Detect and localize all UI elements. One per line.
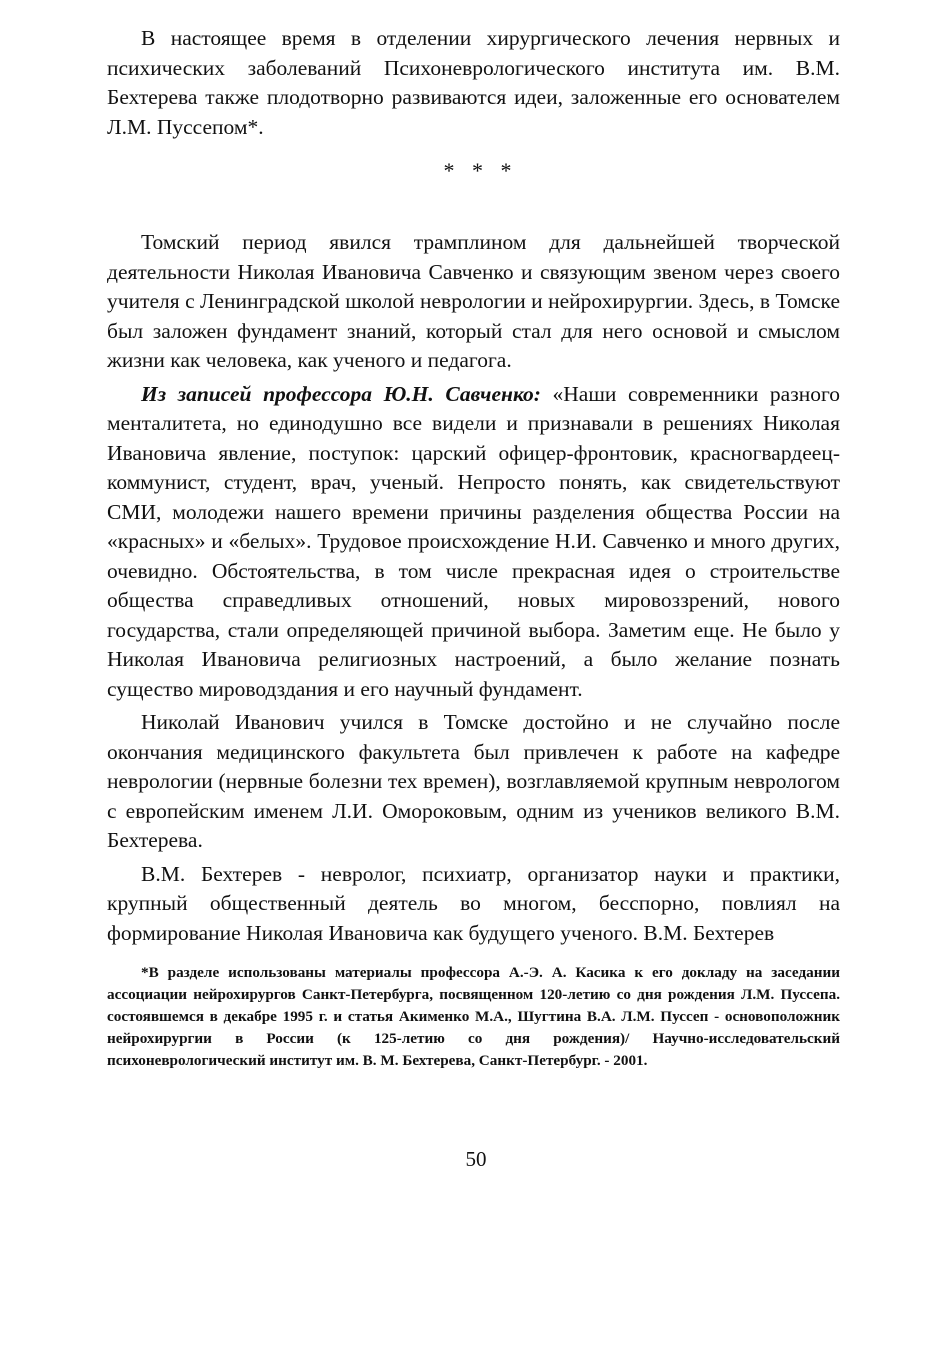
footnote: *В разделе использованы материалы профессора А.-Э. А. Касика к его докладу на заседании ассоциации нейрохирургов Санкт-Петербурга, посвященном 120-летию со дня рождения Л.М. Пуссепа. состоявшемся в декабре 1995 г. и статья Акименко М.А., Шугтина В.А. Л.М. Пуссеп - основоположник нейрохирургии в России (к 125-летию со дня рождения)/ Научно-исследовательский психоневрологический институт им. В. М. Бехтерева, Санкт-Петербург. - 2001. <box>107 964 840 1069</box>
page-body <box>107 24 840 1087</box>
intro-paragraph: В настоящее время в отделении хирургического лечения нервных и психических заболеваний Психоневрологического института им. В.М. Бехтерева также плодотворно развиваются идеи, заложенные его основателем Л.М. Пуссепом*. <box>107 26 840 139</box>
study-paragraph: Николай Иванович учился в Томске достойно и не случайно после окончания медицинского факультета был привлечен к работе на кафедре неврологии (нервные болезни тех времен), возглавляемой крупным неврологом с европейским именем Л.И. Омороковым, одним из учеников великого В.М. Бехтерева. <box>107 710 840 852</box>
section-separator: * * * <box>443 158 518 183</box>
tomsk-paragraph: Томский период явился трамплином для дальнейшей творческой деятельности Николая Ивановича Савченко и связующим звеном через своего учителя с Ленинградской школой неврологии и нейрохирургии. Здесь, в Томске был заложен фундамент знаний, который стал для него основой и смыслом жизни как человека, как ученого и педагога. <box>107 230 840 372</box>
quote-lead: Из записей профессора Ю.Н. Савченко: <box>141 381 541 406</box>
page-number: 50 <box>465 1147 487 1171</box>
bekhterev-paragraph: В.М. Бехтерев - невролог, психиатр, организатор науки и практики, крупный общественный деятель во многом, бесспорно, повлиял на формирование Николая Ивановича как будущего ученого. В.М. Бехтерев <box>107 861 840 945</box>
quote-paragraph <box>107 380 840 705</box>
separator-spacing <box>107 188 840 228</box>
quote-body: «Наши современники разного менталитета, но единодушно все видели и признавали в решениях Николая Ивановича явление, поступок: царский офицер-фронтовик, красногвардеец- коммунист, студент, врач, ученый. Непросто понять, как свидетельствуют СМИ, молодежи нашего времени причины разделения общества России на «красных» и «белых». Трудовое происхождение Н.И. Савченко и много других, очевидно. Обстоятельства, в том числе прекрасная идея о строительстве общества справедливых отношений, новых мировоззрений, нового государства, стали определяющей причиной выбора. Заметим еще. Не было у Николая Ивановича религиозных настроений, а было желание познать существо мироводздания и его научный фундамент. <box>107 381 840 701</box>
